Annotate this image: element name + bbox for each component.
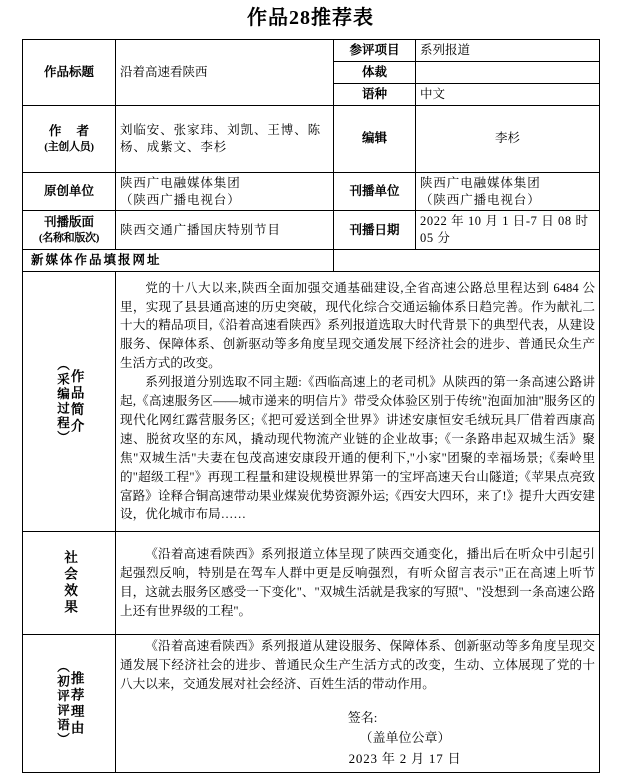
value-publish-date[interactable]: 2022 年 10 月 1 日-7 日 08 时 05 分: [416, 211, 600, 250]
table-row: [23, 211, 600, 250]
value-origin-unit-line2: （陕西广播电视台）: [120, 192, 241, 207]
value-publish-unit[interactable]: [416, 172, 600, 211]
label-recommendation-main: 推荐理由: [68, 670, 84, 737]
table-row: [23, 635, 600, 773]
label-work-title: 作品标题: [23, 40, 116, 106]
value-publish-layout[interactable]: 陕西交通广播国庆特别节目: [116, 211, 334, 250]
signature-date: 2023 年 2 月 17 日: [348, 751, 462, 767]
recommendation-paragraph: 《沿着高速看陕西》系列报道从建设服务、保障体系、创新驱动等多角度呈现交通发展下经济社会的进步、普通民众生产生活方式的改变，生动、立体展现了党的十八大以来，交通发展对社会经济、百姓生活的带动作用。: [120, 639, 595, 691]
value-origin-unit-line1: 陕西广电融媒体集团: [120, 175, 241, 190]
label-work-summary-sub: （采编过程）: [55, 358, 70, 445]
value-origin-unit[interactable]: [116, 172, 334, 211]
label-publish-layout: [23, 211, 116, 250]
label-publish-date: 刊播日期: [334, 211, 416, 250]
value-genre[interactable]: [416, 61, 600, 83]
signature-label[interactable]: 签名:: [347, 709, 378, 725]
page-title: 作品28推荐表: [247, 7, 374, 29]
label-recommendation: [23, 635, 116, 773]
social-effect-paragraph: 《沿着高速看陕西》系列报道立体呈现了陕西交通变化，播出后在听众中引起引起强烈反响，特别是在驾车人群中更是反响强烈，有听众留言表示"正在高速上听节目，这就去服务区感受一下变化"、"双城生活就是我家的写照"、"没想到一条高速公路上还有世界级的工程"。: [120, 547, 595, 618]
label-publish-unit: 刊播单位: [334, 172, 416, 211]
value-publish-unit-line1: 陕西广电融媒体集团: [420, 175, 541, 190]
value-work-title[interactable]: 沿着高速看陕西: [116, 40, 334, 106]
label-author-main: 作 者: [48, 123, 96, 138]
value-editor[interactable]: 李杉: [416, 105, 600, 172]
label-work-summary-main: 作品简介: [68, 368, 84, 435]
label-author-sub: (主创人员): [44, 140, 94, 153]
label-new-media-url: 新媒体作品填报网址: [23, 250, 334, 272]
summary-paragraph-1: 党的十八大以来,陕西全面加强交通基础建设,全省高速公路总里程达到 6484 公里，实现了县县通高速的历史突破，现代化综合交通运输体系日趋完善。作为献礼二十大的精品项目,《沿着高速看陕西》系列报道选取大时代背景下的典型代表，从建设服务、保障体系、创新驱动等多角度呈现交通发展下经济社会的进步、普通民众生产生活方式的改变。: [120, 280, 595, 371]
value-language[interactable]: 中文: [416, 83, 600, 105]
value-author[interactable]: 刘临安、张家玮、刘凯、王博、陈杨、成紫文、李杉: [116, 105, 334, 172]
value-social-effect[interactable]: [116, 532, 600, 635]
table-row: [23, 532, 600, 635]
label-origin-unit: 原创单位: [23, 172, 116, 211]
table-row: [23, 40, 600, 62]
seal-note: （盖单位公章）: [359, 730, 451, 746]
value-recommendation[interactable]: [116, 635, 600, 773]
table-row: [23, 172, 600, 211]
label-work-summary: [23, 272, 116, 532]
signature-block: [120, 708, 595, 770]
table-row: [23, 272, 600, 532]
label-publish-layout-sub: (名称和版次): [38, 232, 100, 245]
value-publish-unit-line2: （陕西广播电视台）: [420, 192, 541, 207]
value-review-item[interactable]: 系列报道: [416, 40, 600, 62]
table-row: [23, 105, 600, 172]
recommendation-form-table: [22, 39, 600, 773]
label-social-effect: [23, 532, 116, 635]
label-author: [23, 105, 116, 172]
label-editor: 编辑: [334, 105, 416, 172]
label-language: 语种: [334, 83, 416, 105]
table-row: [23, 250, 600, 272]
value-new-media-url[interactable]: [334, 250, 600, 272]
label-recommendation-sub: （初评评语）: [55, 660, 70, 748]
value-work-summary[interactable]: [116, 272, 600, 532]
summary-paragraph-2: 系列报道分别选取不同主题:《西临高速上的老司机》从陕西的第一条高速公路讲起,《高速服务区——城市递来的明信片》带受众体验区别于传统"泡面加油"服务区的现代化网红露营服务区;《把可爱送到全世界》讲述安康恒安毛绒玩具厂借着西康高速、脱贫攻坚的东风，撬动现代物流产业链的企业故事;《一条路串起双城生活》聚焦"双城生活"夫妻在包茂高速安康段开通的便利下,"小家"团聚的幸福场景;《秦岭里的"超级工程"》再现工程量和建设规模世界第一的宝坪高速天台山隧道;《苹果点亮致富路》诠释合铜高速带动果业煤炭优势资源外运;《西安大四环，来了!》提升大西安建设，优化城市布局……: [120, 375, 595, 522]
label-social-effect-main: 社会效果: [62, 550, 78, 616]
label-genre: 体裁: [334, 61, 416, 83]
label-publish-layout-main: 刊播版面: [43, 215, 94, 230]
label-review-item: 参评项目: [334, 40, 416, 62]
